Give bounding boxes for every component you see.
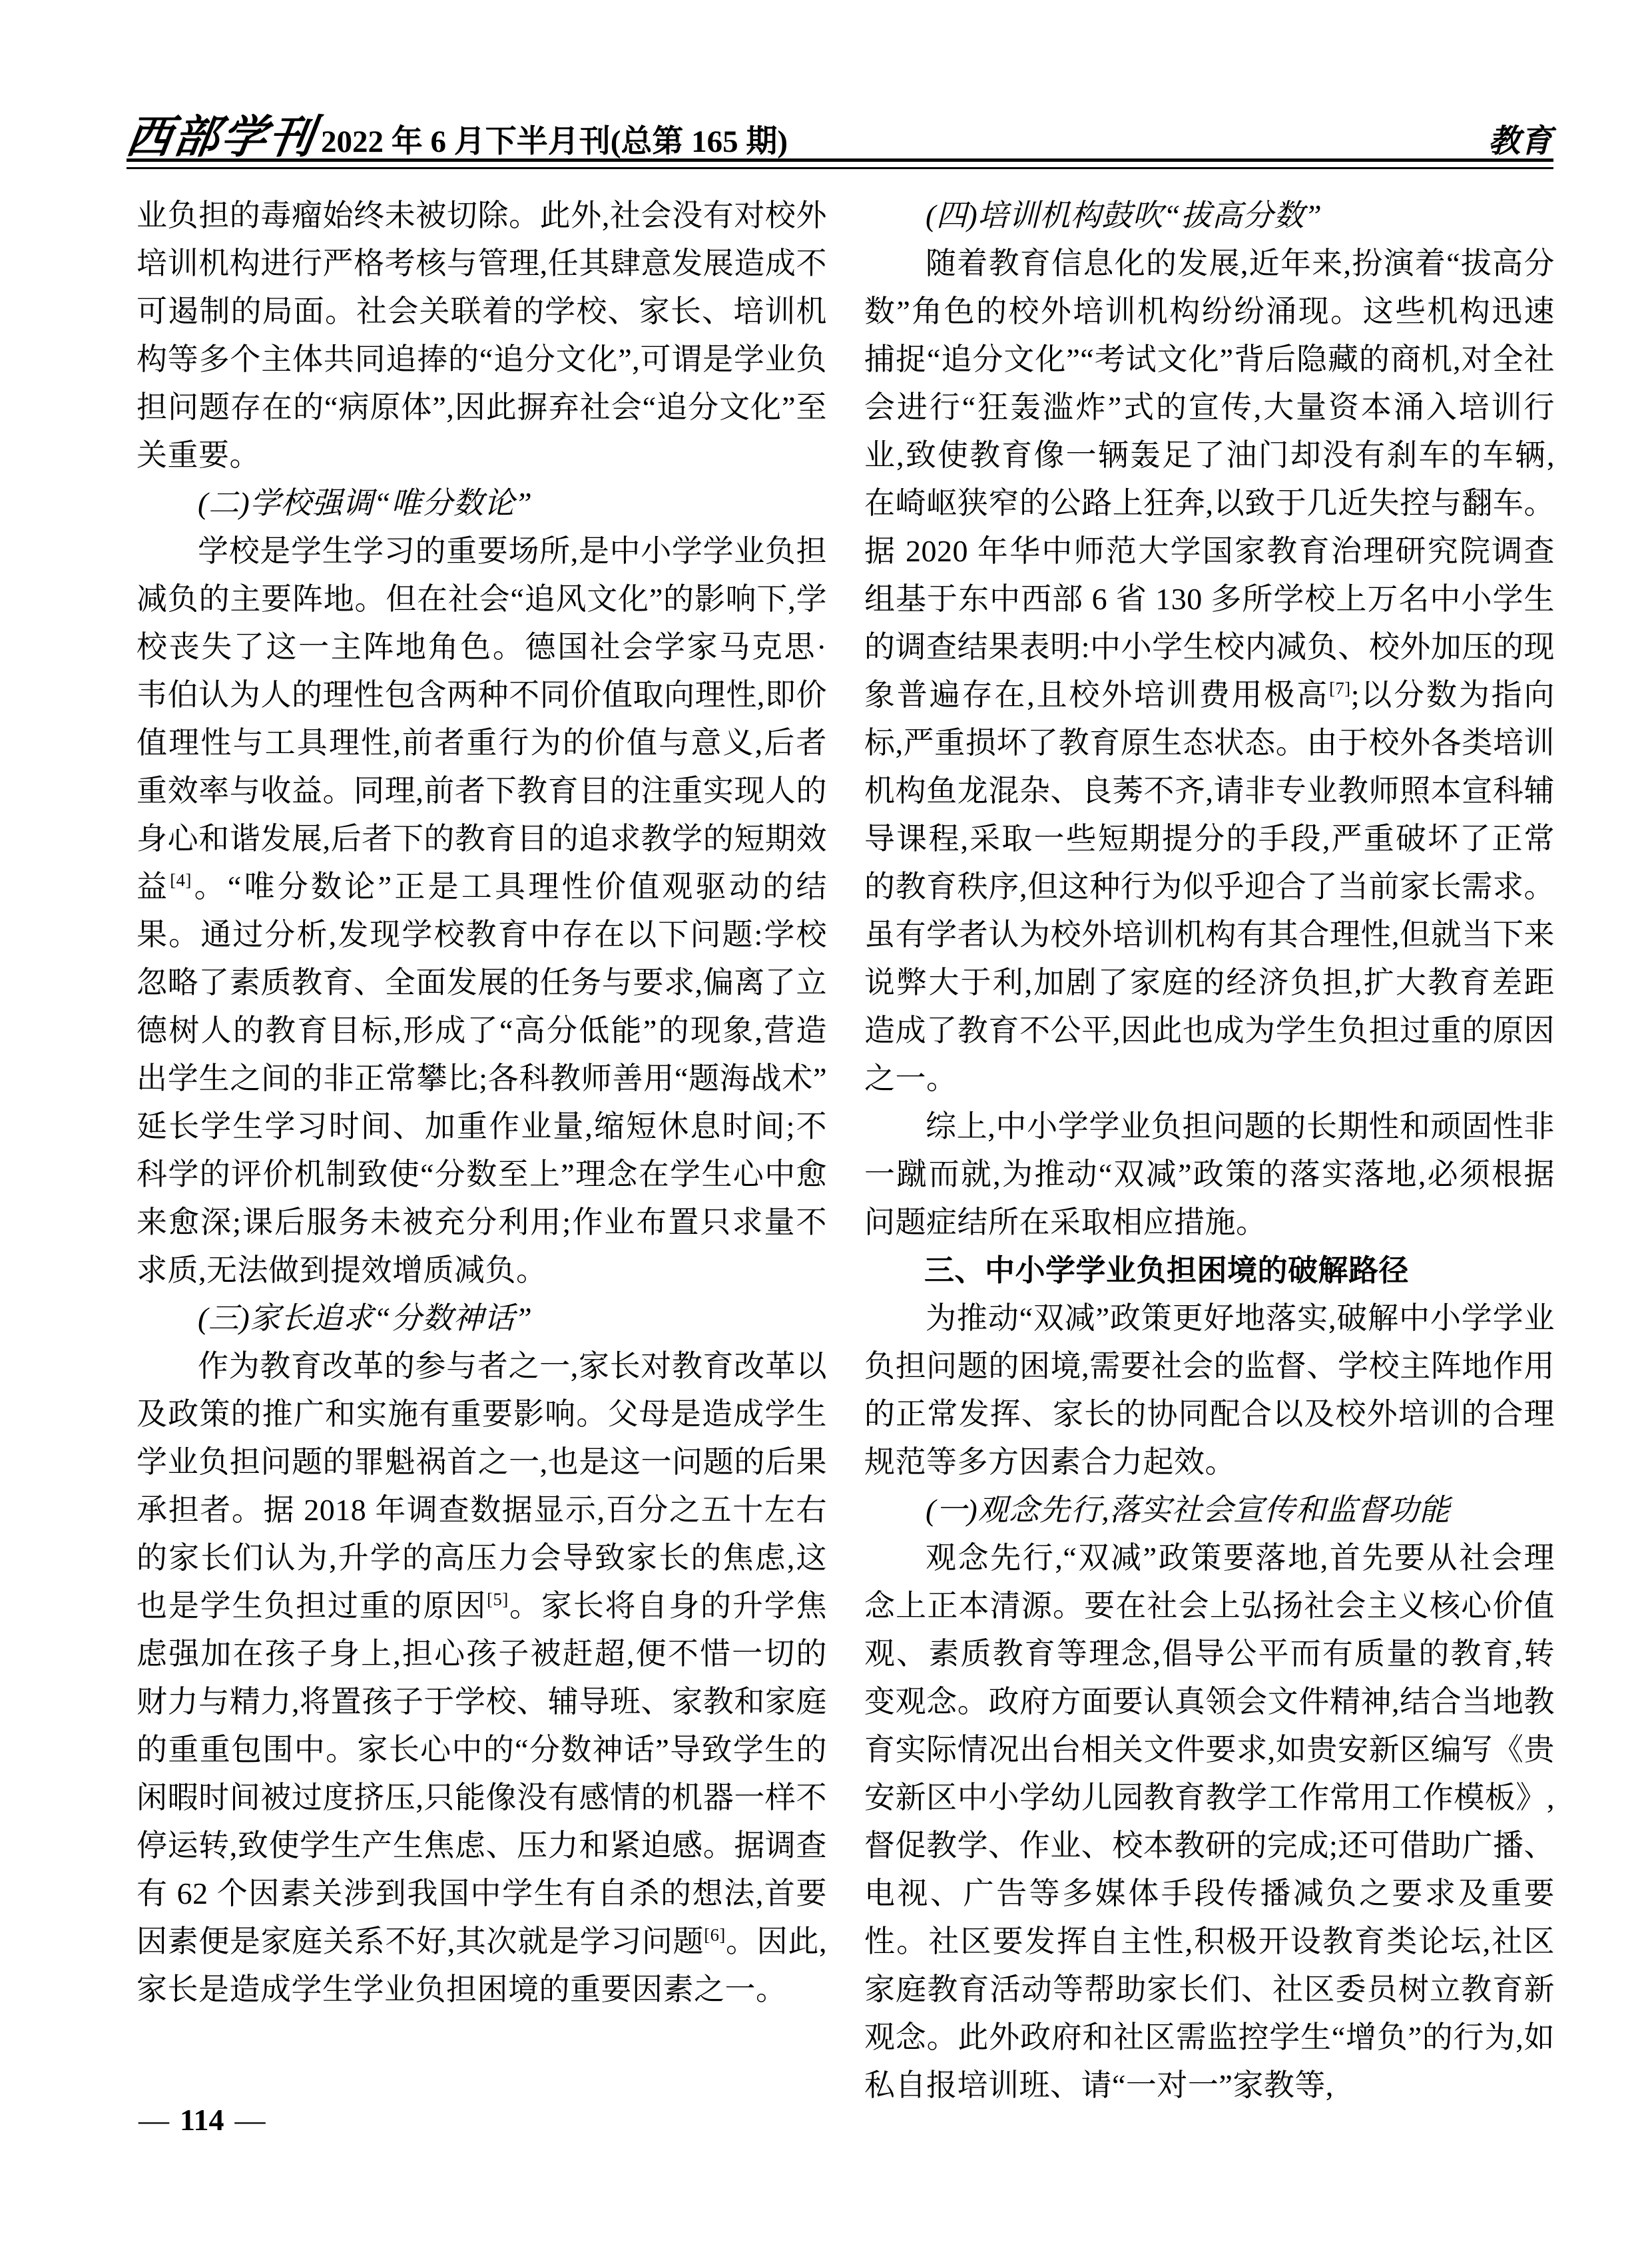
- subsection-heading-1: (一)观念先行,落实社会宣传和监督功能: [926, 1493, 1450, 1527]
- left-column: [137, 192, 827, 2109]
- journal-brand: [123, 111, 788, 164]
- subsection-heading-2: (二)学校强调“唯分数论”: [198, 486, 533, 520]
- paragraph: 为推动“双减”政策更好地落实,破解中小学学业负担问题的困境,需要社会的监督、学校主阵地作用的正常发挥、家长的协同配合以及校外培训的合理规范等多方因素合力起效。: [864, 1301, 1555, 1479]
- page-header: [123, 99, 1552, 164]
- right-column: [864, 192, 1555, 2109]
- subsection-heading-4: (四)培训机构鼓吹“拔高分数”: [926, 198, 1322, 232]
- article-body: [137, 192, 1555, 2109]
- footer-dash-left: —: [138, 2103, 169, 2137]
- paragraph: 作为教育改革的参与者之一,家长对教育改革以及政策的推广和实施有重要影响。父母是造成学生学业负担问题的罪魁祸首之一,也是这一问题的后果承担者。据 2018 年调查数据显示,百分之五十左右的家长们认为,升学的高压力会导致家长的焦虑,这也是学生负担过重的原因[5]。家长将自身的升学焦虑强加在孩子身上,担心孩子被赶超,便不惜一切的财力与精力,将置孩子于学校、辅导班、家教和家庭的重重包围中。家长心中的“分数神话”导致学生的闲暇时间被过度挤压,只能像没有感情的机器一样不停运转,致使学生产生焦虑、压力和紧迫感。据调查有 62 个因素关涉到我国中学生有自杀的想法,首要因素便是家庭关系不好,其次就是学习问题[6]。因此,家长是造成学生学业负担困境的重要因素之一。: [137, 1349, 828, 2006]
- paragraph-summary: 综上,中小学学业负担问题的长期性和顽固性非一蹴而就,为推动“双减”政策的落实落地,必须根据问题症结所在采取相应措施。: [864, 1109, 1555, 1239]
- paragraph-continued: 业负担的毒瘤始终未被切除。此外,社会没有对校外培训机构进行严格考核与管理,任其肆意发展造成不可遏制的局面。社会关联着的学校、家长、培训机构等多个主体共同追捧的“追分文化”,可谓是学业负担问题存在的“病原体”,因此摒弃社会“追分文化”至关重要。: [137, 198, 827, 472]
- paragraph: 随着教育信息化的发展,近年来,扮演着“拔高分数”角色的校外培训机构纷纷涌现。这些机构迅速捕捉“追分文化”“考试文化”背后隐藏的商机,对全社会进行“狂轰滥炸”式的宣传,大量资本涌入培训行业,致使教育像一辆轰足了油门却没有刹车的车辆,在崎岖狭窄的公路上狂奔,以致于几近失控与翻车。据 2020 年华中师范大学国家教育治理研究院调查组基于东中西部 6 省 130 多所学校上万名中小学生的调查结果表明:中小学生校内减负、校外加压的现象普遍存在,且校外培训费用极高[7];以分数为指向标,严重损坏了教育原生态状态。由于校外各类培训机构鱼龙混杂、良莠不齐,请非专业教师照本宣科辅导课程,采取一些短期提分的手段,严重破坏了正常的教育秩序,但这种行为似乎迎合了当前家长需求。虽有学者认为校外培训机构有其合理性,但就当下来说弊大于利,加剧了家庭的经济负担,扩大教育差距造成了教育不公平,因此也成为学生负担过重的原因之一。: [864, 246, 1555, 1095]
- page-number: 114: [180, 2103, 224, 2137]
- paragraph: 观念先行,“双减”政策要落地,首先要从社会理念上正本清源。要在社会上弘扬社会主义核心价值观、素质教育等理念,倡导公平而有质量的教育,转变观念。政府方面要认真领会文件精神,结合当地教育实际情况出台相关文件要求,如贵安新区编写《贵安新区中小学幼儿园教育教学工作常用工作模板》,督促教学、作业、校本教研的完成;还可借助广播、电视、广告等多媒体手段传播减负之要求及重要性。社区要发挥自主性,积极开设教育类论坛,社区家庭教育活动等帮助家长们、社区委员树立教育新观念。此外政府和社区需监控学生“增负”的行为,如私自报培训班、请“一对一”家教等,: [864, 1541, 1555, 2102]
- footer-dash-right: —: [234, 2103, 266, 2137]
- section-label: 教育: [1488, 124, 1552, 160]
- section-heading-3: 三、中小学学业负担困境的破解路径: [924, 1253, 1410, 1287]
- journal-logo: 西部学刊: [123, 111, 320, 164]
- subsection-heading-3: (三)家长追求“分数神话”: [198, 1301, 533, 1335]
- header-rule-bottom: [127, 167, 1553, 169]
- issue-info: 2022 年 6 月下半月刊(总第 165 期): [321, 125, 788, 160]
- page-footer: [138, 2096, 265, 2144]
- paragraph: 学校是学生学习的重要场所,是中小学学业负担减负的主要阵地。但在社会“追风文化”的影响下,学校丧失了这一主阵地角色。德国社会学家马克思·韦伯认为人的理性包含两种不同价值取向理性,即价值理性与工具理性,前者重行为的价值与意义,后者重效率与收益。同理,前者下教育目的注重实现人的身心和谐发展,后者下的教育目的追求教学的短期效益[4]。“唯分数论”正是工具理性价值观驱动的结果。通过分析,发现学校教育中存在以下问题:学校忽略了素质教育、全面发展的任务与要求,偏离了立德树人的教育目标,形成了“高分低能”的现象,营造出学生之间的非正常攀比;各科教师善用“题海战术”延长学生学习时间、加重作业量,缩短休息时间;不科学的评价机制致使“分数至上”理念在学生心中愈来愈深;课后服务未被充分利用;作业布置只求量不求质,无法做到提效增质减负。: [137, 534, 827, 1287]
- header-rule-top: [127, 158, 1553, 162]
